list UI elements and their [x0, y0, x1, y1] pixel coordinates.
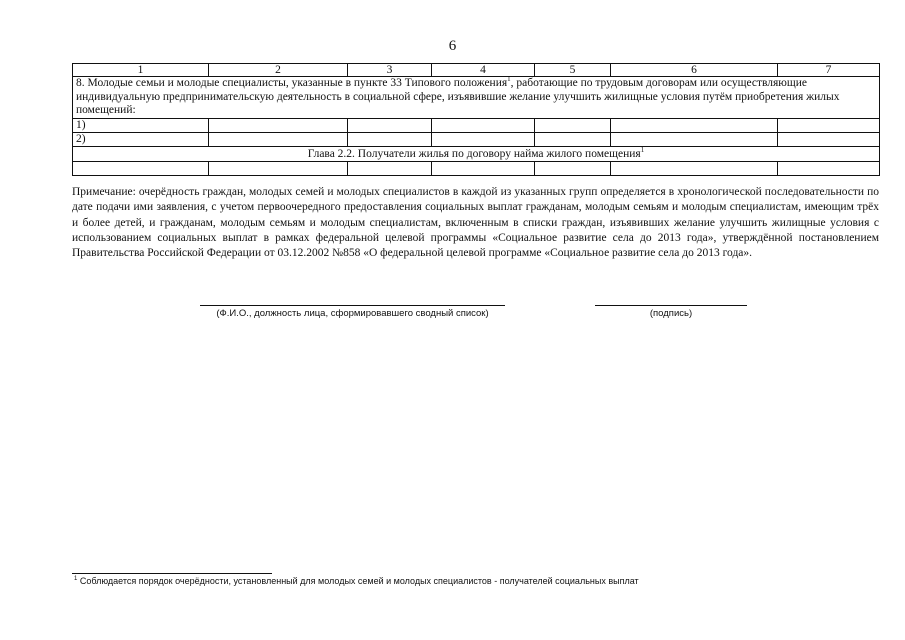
footnote: [74, 576, 874, 586]
row-label: 2): [73, 132, 209, 146]
table-cell: [611, 118, 778, 132]
table-cell: [348, 132, 432, 146]
page-number: 6: [448, 38, 457, 54]
table-row: [73, 132, 880, 146]
chapter-heading: [73, 146, 880, 161]
column-header: 3: [348, 64, 432, 77]
name-caption: (Ф.И.О., должность лица, сформировавшего сводный список): [216, 308, 489, 319]
table-cell: [535, 118, 611, 132]
section-8-text-start: 8. Молодые семьи и молодые специалисты, указанные в пункте 33 Типового положения: [76, 77, 508, 89]
section-8-heading: [73, 77, 880, 119]
chapter-title: Глава 2.2. Получатели жилья по договору найма жилого помещения: [307, 147, 641, 160]
recipients-table: [72, 63, 880, 176]
table-cell: [432, 132, 535, 146]
table-cell: [209, 132, 348, 146]
table-cell: [209, 118, 348, 132]
footnote-divider: [72, 573, 272, 574]
table-cell: [73, 161, 209, 175]
column-header: 1: [73, 64, 209, 77]
column-header: 4: [432, 64, 535, 77]
table-cell: [432, 118, 535, 132]
table-row: [73, 118, 880, 132]
table-cell: [535, 132, 611, 146]
column-header: 7: [778, 64, 880, 77]
signature-caption: (подпись): [649, 308, 693, 319]
column-header: 6: [611, 64, 778, 77]
section-8-row: [73, 77, 880, 119]
table-cell: [778, 132, 880, 146]
name-signature-line: [200, 305, 505, 306]
table-row: [73, 161, 880, 175]
footnote-marker: 1: [74, 576, 78, 582]
table-cell: [778, 118, 880, 132]
footnote-ref: 1: [640, 145, 645, 154]
footnote-ref: 1: [507, 75, 511, 84]
note-paragraph: Примечание: очерёдность граждан, молодых семей и молодых специалистов в каждой из указанных групп определяется в хронологической последовательности по дате подачи ими заявления, с учетом первоочередного предоставления социальных выплат гражданам, молодым семьям и молодым специалистам, имеющим трёх и более детей, и гражданам, молодым семьям и молодым специалистам, включенным в списки граждан, изъявивших желание улучшить жилищные условия с использованием социальных выплат в рамках федеральной целевой программы «Социальное развитие села до 2013 года», утверждённой постановлением Правительства Российской Федерации от 03.12.2002 №858 «О федеральной целевой программе «Социальное развитие села до 2013 года».: [72, 186, 879, 260]
table-cell: [535, 161, 611, 175]
row-label: 1): [73, 118, 209, 132]
table-cell: [778, 161, 880, 175]
column-header: 2: [209, 64, 348, 77]
table-cell: [611, 132, 778, 146]
section-8-text-end: , работающие по трудовым договорам или осуществляющие индивидуальную предпринимательскую деятельность в социальной сфере, изъявившие желание улучшить жилищные условия путём приобретения жилых помещений:: [76, 77, 840, 116]
column-header: 5: [535, 64, 611, 77]
table-cell: [348, 118, 432, 132]
signature-line: [595, 305, 747, 306]
table-cell: [611, 161, 778, 175]
table-header-row: [73, 64, 880, 77]
table-cell: [209, 161, 348, 175]
footnote-text: Соблюдается порядок очерёдности, установленный для молодых семей и молодых специалистов - получателей социальных выплат: [77, 576, 639, 586]
table-cell: [348, 161, 432, 175]
chapter-row: [73, 146, 880, 161]
table-cell: [432, 161, 535, 175]
